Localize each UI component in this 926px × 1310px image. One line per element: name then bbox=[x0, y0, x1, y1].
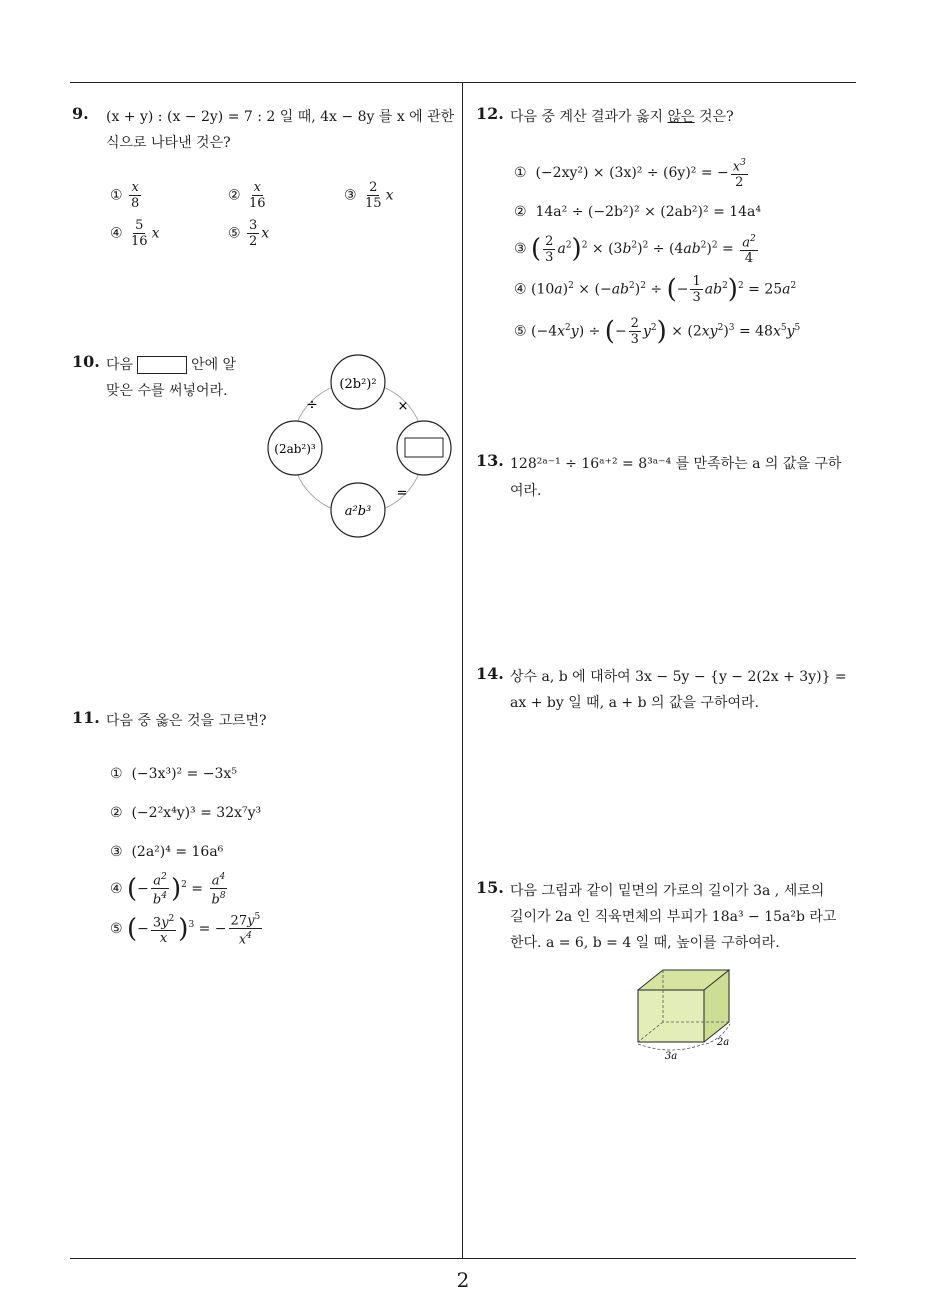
q11-number: 11. bbox=[72, 708, 100, 727]
q12-line1-end: 것은? bbox=[699, 109, 734, 125]
q12-option-3-mark: ③ bbox=[514, 241, 527, 258]
q11-option-3[interactable] bbox=[110, 844, 223, 860]
q12-option-2-expr: 14a² ÷ (−2b²)² × (2ab²)² = 14a⁴ bbox=[535, 204, 762, 220]
q11-option-4-mark: ④ bbox=[110, 880, 123, 897]
q12-option-1[interactable]: ① (−2xy²) × (3x)² ÷ (6y)² = − $\frac{x^3}{2}$ bbox=[514, 158, 746, 191]
q13-number: 13. bbox=[476, 451, 504, 470]
q9-option-5[interactable]: ⑤ $\frac{3}{2}$ x bbox=[228, 218, 270, 249]
q14-number: 14. bbox=[476, 664, 504, 683]
q9-option-1-mark: ① bbox=[110, 187, 123, 204]
q10-line1 bbox=[106, 354, 236, 374]
q14-line1: 상수 a, b 에 대하여 3x − 5y − {y − 2(2x + 3y)} = bbox=[510, 669, 847, 685]
q14-line2: ax + by 일 때, a + b 의 값을 구하여라. bbox=[510, 695, 760, 711]
q9-option-5-mark: ⑤ bbox=[228, 225, 241, 242]
top-rule bbox=[70, 82, 856, 83]
q9-line2: 식으로 나타낸 것은? bbox=[106, 135, 231, 151]
q11-option-2[interactable] bbox=[110, 805, 261, 821]
q12-option-2[interactable] bbox=[514, 204, 761, 220]
q9-option-1[interactable]: ① $\frac{x}{8}$ bbox=[110, 180, 140, 211]
q12-option-4-mark: ④ bbox=[514, 281, 527, 298]
q11-option-1-mark: ① bbox=[110, 766, 123, 782]
q10-line1-start: 다음 bbox=[106, 357, 134, 373]
q15-line1: 다음 그림과 같이 밑면의 가로의 길이가 3a , 세로의 bbox=[510, 883, 825, 899]
q10-line1-end: 안에 알 bbox=[191, 357, 237, 373]
q15-line2: 길이가 2a 인 직육면체의 부피가 18a³ − 15a²b 라고 bbox=[510, 909, 837, 925]
q12-option-1-mark: ① bbox=[514, 165, 527, 182]
q10-op-divide: ÷ bbox=[306, 397, 318, 413]
q10-op-multiply: × bbox=[397, 399, 409, 414]
q15-label-width: 3a bbox=[664, 1051, 678, 1062]
q13-line1: 128²ᵃ⁻¹ ÷ 16ᵃ⁺² = 8³ᵃ⁻⁴ 를 만족하는 a 의 값을 구하 bbox=[510, 456, 842, 472]
q9-number: 9. bbox=[72, 104, 89, 123]
q10-node-bottom-label: a²b³ bbox=[344, 504, 372, 519]
q12-number: 12. bbox=[476, 104, 504, 123]
q12-line1-start: 다음 중 계산 결과가 옳지 bbox=[510, 109, 664, 125]
q11-option-4[interactable]: ④ (− $\frac{a^2}{b^4}$ )$^2$ = $\frac{a^4}{b^8}$ bbox=[110, 872, 226, 908]
q11-option-1-expr: (−3x³)² = −3x⁵ bbox=[131, 766, 237, 782]
q15-line3: 한다. a = 6, b = 4 일 때, 높이를 구하여라. bbox=[510, 935, 780, 951]
q12-option-5-mark: ⑤ bbox=[514, 323, 527, 340]
q11-line1: 다음 중 옳은 것을 고르면? bbox=[106, 713, 267, 729]
q15-label-depth: 2a bbox=[716, 1037, 730, 1048]
q10-answer-box[interactable] bbox=[137, 356, 187, 374]
q11-option-5-mark: ⑤ bbox=[110, 920, 123, 937]
q11-option-5[interactable]: ⑤ (− $\frac{3y^2}{x}$ )$^3$ = − $\frac{27y^5}{x^4}$ bbox=[110, 912, 261, 948]
q9-option-4-mark: ④ bbox=[110, 225, 123, 242]
q10-number: 10. bbox=[72, 352, 100, 371]
q9-option-2[interactable]: ② $\frac{x}{16}$ bbox=[228, 180, 266, 211]
q9-line1: (x + y) : (x − 2y) = 7 : 2 일 때, 4x − 8y 를 x 에 관한 bbox=[106, 109, 455, 125]
q9-option-3-mark: ③ bbox=[344, 187, 357, 204]
q11-option-3-expr: (2a²)⁴ = 16a⁶ bbox=[131, 844, 224, 860]
q11-option-1[interactable] bbox=[110, 766, 237, 782]
q11-option-2-mark: ② bbox=[110, 805, 123, 821]
q10-node-right-blank[interactable] bbox=[405, 438, 443, 457]
q11-option-2-expr: (−2²x⁴y)³ = 32x⁷y³ bbox=[131, 805, 262, 821]
q12-line1 bbox=[510, 106, 734, 126]
q10-line2: 맞은 수를 써넣어라. bbox=[106, 383, 228, 399]
q9-option-3[interactable]: ③ $\frac{2}{15}$ x bbox=[344, 180, 394, 211]
q15-number: 15. bbox=[476, 878, 504, 897]
q9-option-2-mark: ② bbox=[228, 187, 241, 204]
q9-option-4[interactable]: ④ $\frac{5}{16}$ x bbox=[110, 218, 160, 249]
q12-option-5[interactable]: ⑤ $(-4x^2y)$ ÷ (− $\frac{2}{3}$ $y^2) \times (2xy^2)^3 = 48x^5y^5$ bbox=[514, 316, 801, 347]
q12-option-2-mark: ② bbox=[514, 204, 527, 220]
q12-option-1-expr: (−2xy²) × (3x)² ÷ (6y)² = − bbox=[535, 165, 729, 182]
q10-node-top-label: (2b²)² bbox=[339, 377, 377, 392]
q13-line2: 여라. bbox=[510, 483, 542, 499]
q11-option-3-mark: ③ bbox=[110, 844, 123, 860]
q15-cuboid-figure bbox=[626, 964, 746, 1064]
column-divider bbox=[462, 82, 463, 1258]
q12-line1-emphasis: 않은 bbox=[667, 109, 695, 125]
bottom-rule bbox=[70, 1258, 856, 1259]
q10-op-equals: = bbox=[396, 486, 408, 501]
q10-cycle-diagram bbox=[262, 352, 462, 552]
page-number: 2 bbox=[456, 1268, 470, 1292]
q12-option-3[interactable]: ③ ( $\frac{2}{3}$ $a^2)^2 \times (3b^2)^2 \div (4ab^2)^2$ = $\frac{a^2}{4}$ bbox=[514, 233, 756, 267]
q10-node-left-label: (2ab²)³ bbox=[274, 442, 316, 456]
q12-option-4[interactable]: ④ $(10a)^2 \times (-ab^2)^2$ ÷ (− $\frac{1}{3}$ $ab^2)^2 = 25a^2$ bbox=[514, 274, 797, 305]
